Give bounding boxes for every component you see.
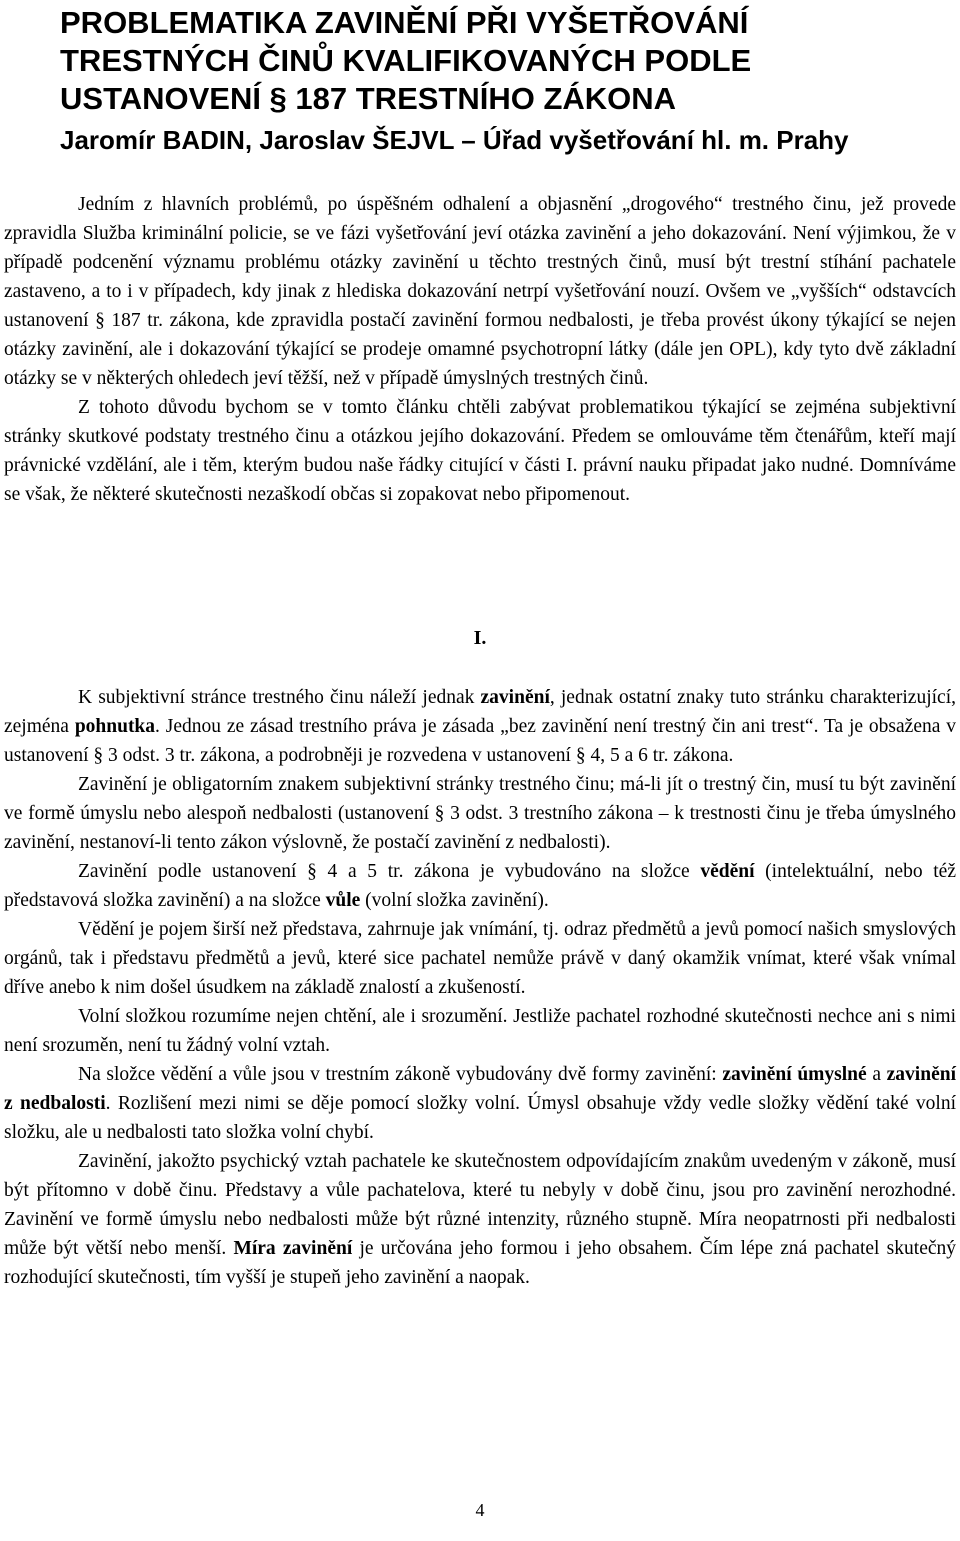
intro-paragraph-2: Z tohoto důvodu bychom se v tomto článku chtěli zabývat problematikou týkající se zejména subjektivní stránky skutkové podstaty trestného činu a otázkou jejího dokazování. Předem se omlouváme těm čtenářům, kteří mají právnické vzdělání, ale i těm, kterým budou naše řádky citující v části I. právní nauku připadat jako nudné. Domníváme se však, že některé skutečnosti nezaškodí občas si zopakovat nebo připomenout. [4,397,956,505]
intro-paragraph-1: Jedním z hlavních problémů, po úspěšném odhalení a objasnění „drogového“ trestného činu, jež provede zpravidla Služba kriminální policie, se ve fázi vyšetřování jeví otázka zavinění a jeho dokazování. Není výjimkou, že v případě podcenění významu problému otázky zavinění u těchto trestných činů, musí být trestní stíhání pachatele zastaveno, a to i v případech, kdy jinak z hlediska dokazování netrpí vyšetřování nouzí. Ovšem ve „vyšších“ odstavcích ustanovení § 187 tr. zákona, kde zpravidla postačí zavinění formou nedbalosti, je třeba provést úkony týkající se nejen otázky zavinění, ale i dokazování týkající se prodeje omamné psychotropní látky (dále jen OPL), kdy tyto dvě základní otázky se v některých ohledech jeví těžší, než v případě úmyslných trestných činů. [4,194,956,389]
section-paragraph-6: Na složce vědění a vůle jsou v trestním zákoně vybudovány dvě formy zavinění: zavinění úmyslné a zavinění z nedbalosti. Rozlišení mezi nimi se děje pomocí složky volní. Úmysl obsahuje vždy vedle složky vědění také volní složku, ale u nedbalosti tato složka volní chybí. [4,1064,956,1143]
bold-term: zavinění z nedbalosti [4,1064,956,1114]
bold-term: vůle [325,890,361,911]
bold-term: pohnutka [74,716,156,737]
bold-term: zavinění úmyslné [722,1064,867,1085]
authors-line: Jaromír BADIN, Jaroslav ŠEJVL – Úřad vyšetřování hl. m. Prahy [60,125,849,155]
section-paragraph-5: Volní složkou rozumíme nejen chtění, ale i srozumění. Jestliže pachatel rozhodné skutečnosti nechce ani s nimi není srozuměn, není tu žádný volní vztah. [4,1006,956,1056]
page-number: 4 [475,1500,485,1520]
section-paragraph-4: Vědění je pojem širší než představa, zahrnuje jak vnímání, tj. odraz předmětů a jevů pomocí našich smyslových orgánů, tak i představu předmětů a jevů, které sice pachatel nemůže právě v daný okamžik vnímat, které však vnímal dříve anebo k nim došel úsudkem na základě znalostí a zkušeností. [4,919,956,998]
section-paragraph-2: Zavinění je obligatorním znakem subjektivní stránky trestného činu; má-li jít o trestný čin, musí tu být zavinění ve formě úmyslu nebo alespoň nedbalosti (ustanovení § 3 odst. 3 trestního zákona – k trestnosti činu je třeba úmyslného zavinění, nestanoví-li tento zákon výslovně, že postačí zavinění z nedbalosti). [4,774,956,853]
intro-section [4,190,956,509]
section-paragraph-7: Zavinění, jakožto psychický vztah pachatele ke skutečnostem odpovídajícím znakům uvedeným v zákoně, musí být přítomno v době činu. Představy a vůle pachatelova, které tu nebyly v době činu, jsou pro zavinění nerozhodné. Zavinění ve formě úmyslu nebo nedbalosti může být různé intenzity, různého stupně. Míra neopatrnosti při nedbalosti může být větší nebo menší. Míra zavinění je určována jeho formou i jeho obsahem. Čím lépe zná pachatel skutečný rozhodující skutečnosti, tím vyšší je stupeň jeho zavinění a naopak. [4,1151,956,1288]
section-heading: I. [473,627,487,649]
section-paragraph-3: Zavinění podle ustanovení § 4 a 5 tr. zákona je vybudováno na složce vědění (intelektuální, nebo též představová složka zavinění) a na složce vůle (volní složka zavinění). [4,861,956,911]
bold-term: zavinění [480,687,550,708]
section-body [4,683,956,1292]
title-line-2: TRESTNÝCH ČINŮ KVALIFIKOVANÝCH PODLE [60,43,752,78]
bold-term: vědění [700,861,755,882]
title-line-1: PROBLEMATIKA ZAVINĚNÍ PŘI VYŠETŘOVÁNÍ [60,5,749,40]
section-paragraph-1: K subjektivní stránce trestného činu náleží jednak zavinění, jednak ostatní znaky tuto stránku charakterizující, zejména pohnutka. Jednou ze zásad trestního práva je zásada „bez zavinění není trestný čin ani trest“. Ta je obsažena v ustanovení § 3 odst. 3 tr. zákona, a podrobněji je rozvedena v ustanovení § 4, 5 a 6 tr. zákona. [4,687,956,766]
bold-term: Míra zavinění [233,1238,353,1259]
title-line-3: USTANOVENÍ § 187 TRESTNÍHO ZÁKONA [60,81,677,116]
